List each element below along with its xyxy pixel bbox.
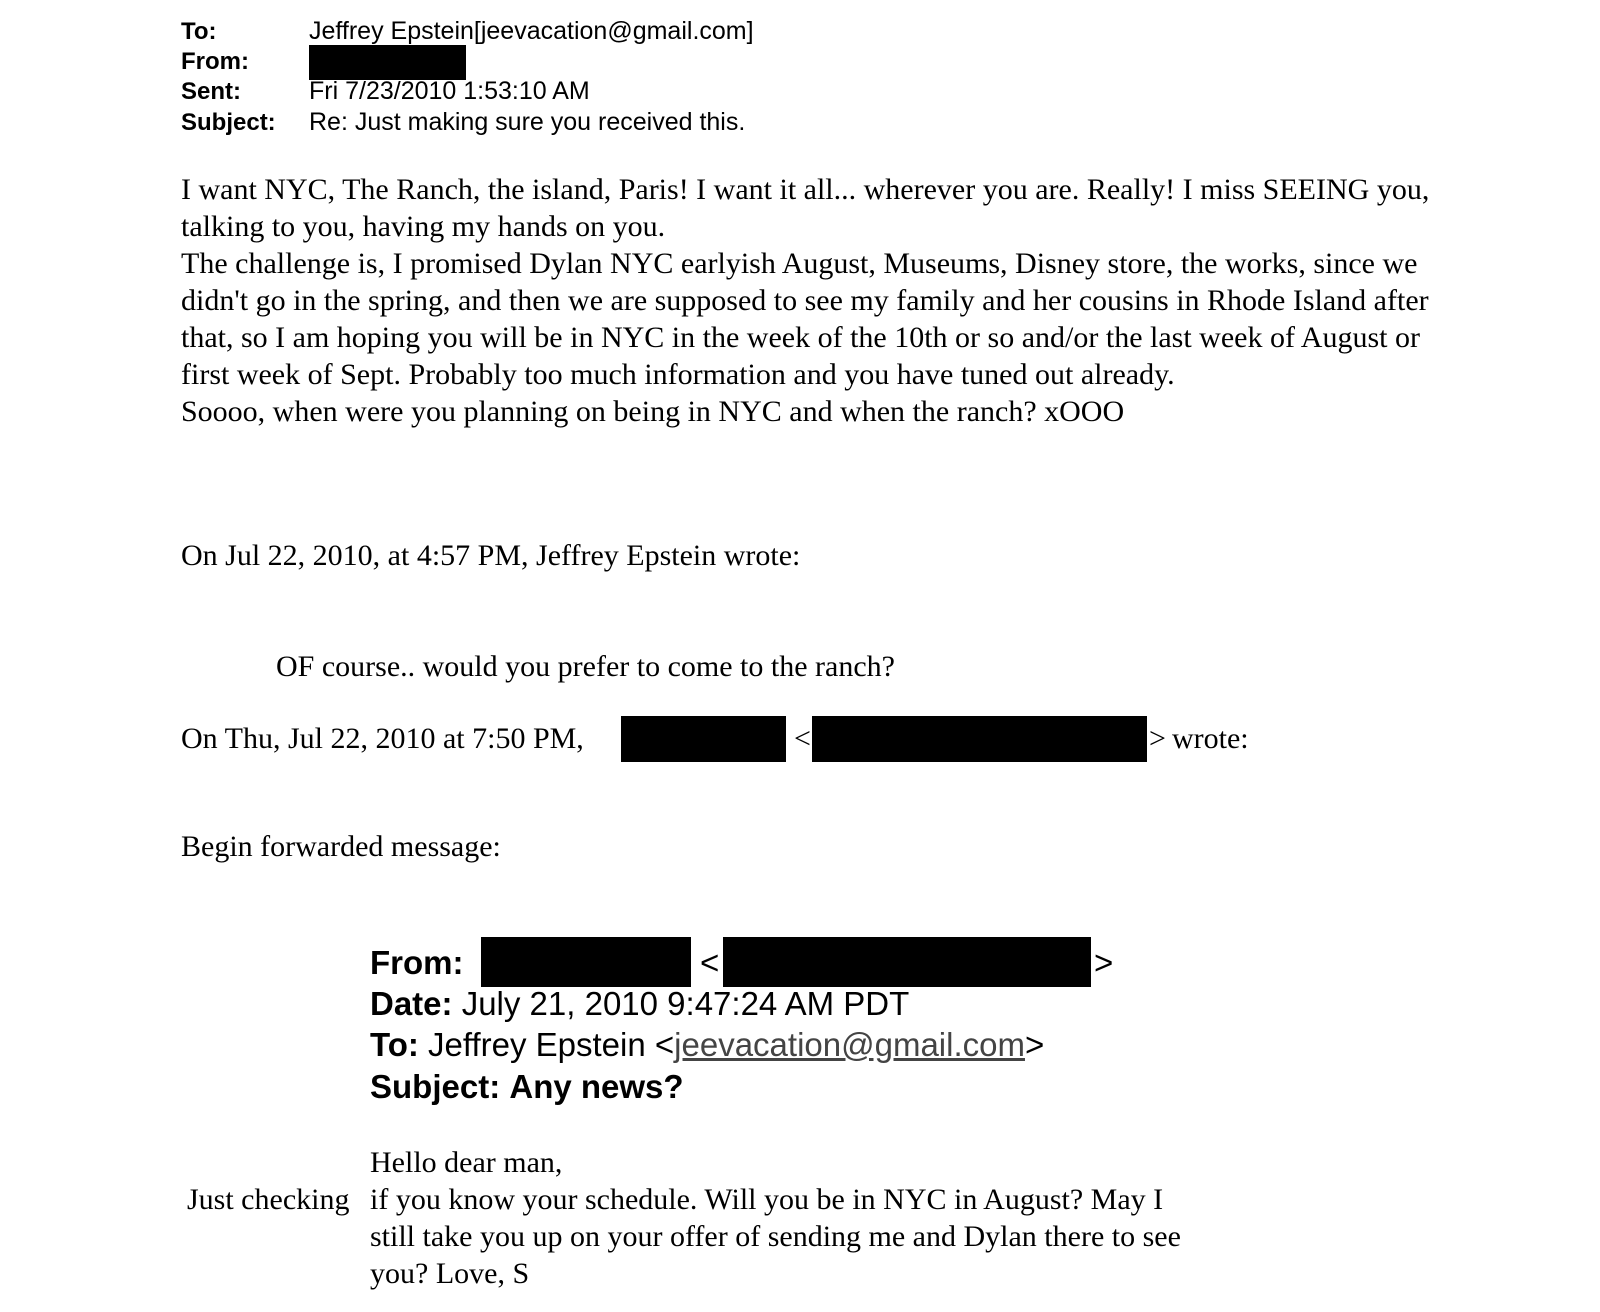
quote1-intro: On Jul 22, 2010, at 4:57 PM, Jeffrey Epstein wrote: bbox=[181, 539, 801, 572]
message-body bbox=[181, 171, 1441, 430]
body-paragraph-3: Soooo, when were you planning on being in NYC and when the ranch? xOOO bbox=[181, 395, 1125, 428]
closing-line1-right: if you know your schedule. Will you be in NYC in August? May I bbox=[370, 1183, 1164, 1216]
to-label: To: bbox=[181, 18, 217, 45]
quote2-suffix: wrote: bbox=[1172, 722, 1249, 755]
quote2-name-redaction bbox=[621, 716, 786, 762]
fwd-from-email-redaction bbox=[723, 937, 1091, 987]
fwd-from-lt: < bbox=[700, 944, 720, 981]
quote2-intro bbox=[181, 722, 584, 756]
fwd-to-label: To: bbox=[370, 1026, 419, 1063]
quote2-intro-prefix: On Thu, Jul 22, 2010 at 7:50 PM, bbox=[181, 722, 584, 755]
fwd-from-label: From: bbox=[370, 944, 464, 981]
forwarded-intro: Begin forwarded message: bbox=[181, 830, 501, 863]
from-redaction bbox=[309, 45, 466, 80]
fwd-from-name-redaction bbox=[481, 937, 691, 987]
from-label: From: bbox=[181, 48, 249, 75]
fwd-from-gt: > bbox=[1094, 944, 1114, 981]
fwd-to-name: Jeffrey Epstein < bbox=[428, 1026, 675, 1063]
to-value: Jeffrey Epstein[jeevacation@gmail.com] bbox=[309, 17, 754, 45]
quote2-email-redaction bbox=[812, 716, 1147, 762]
body-paragraph-2: The challenge is, I promised Dylan NYC earlyish August, Museums, Disney store, the works, since we didn't go in the spring, and then we are supposed to see my family and her cousins in Rhode Island after that, so I am hoping you will be in NYC in the week of the 10th or so and/or the last week of August or first week of Sept. Probably too much information and you have tuned out already. bbox=[181, 247, 1429, 391]
closing-line1-left: Just checking bbox=[187, 1183, 350, 1216]
fwd-date-label: Date: bbox=[370, 985, 453, 1022]
quote1-text: OF course.. would you prefer to come to the ranch? bbox=[276, 650, 895, 683]
fwd-to-close: > bbox=[1024, 1026, 1045, 1063]
fwd-date-value: July 21, 2010 9:47:24 AM PDT bbox=[461, 985, 910, 1022]
body-paragraph-1: I want NYC, The Ranch, the island, Paris! I want it all... wherever you are. Really! I miss SEEING you, talking to you, having my hands on you. bbox=[181, 173, 1430, 243]
subject-value: Re: Just making sure you received this. bbox=[309, 108, 746, 136]
closing-line2: still take you up on your offer of sending me and Dylan there to see bbox=[370, 1220, 1181, 1253]
subject-label: Subject: bbox=[181, 109, 276, 136]
fwd-subject-value: Any news? bbox=[509, 1068, 684, 1105]
fwd-subject-label: Subject: bbox=[370, 1068, 501, 1105]
quote2-lt: < bbox=[794, 722, 811, 755]
sent-value: Fri 7/23/2010 1:53:10 AM bbox=[309, 77, 590, 105]
fwd-to-email-link[interactable]: jeevacation@gmail.com bbox=[674, 1026, 1025, 1063]
sent-label: Sent: bbox=[181, 78, 241, 105]
closing-greeting: Hello dear man, bbox=[370, 1146, 563, 1179]
quote2-gt: > bbox=[1149, 722, 1166, 755]
closing-line3: you? Love, S bbox=[370, 1257, 530, 1290]
